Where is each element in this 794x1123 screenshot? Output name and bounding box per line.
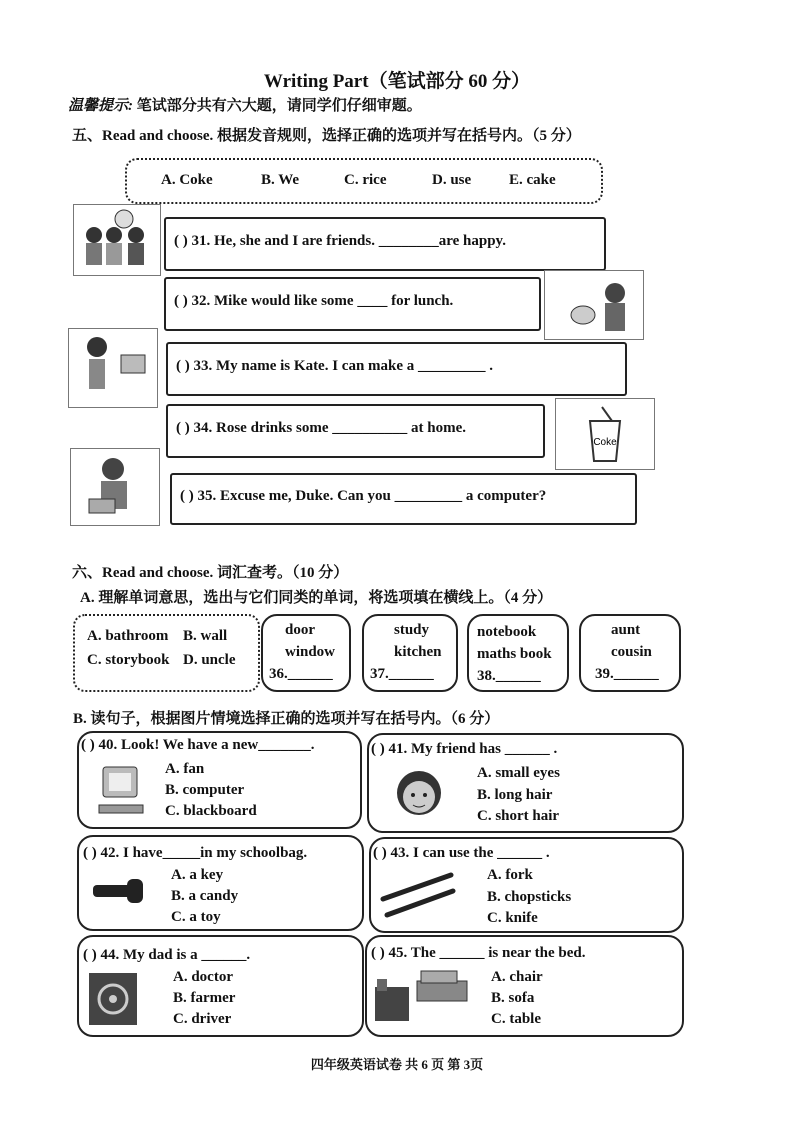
item-45-option-c: C. table [491,1011,541,1027]
rice-and-boy-picture [544,270,644,340]
question-32-box [164,277,541,331]
section6-partA-heading: A. 理解单词意思，选出与它们同类的单词，将选项填在横线上。（4 分） [80,590,553,606]
item-43-option-a: A. fork [487,867,533,883]
partA-option-box [73,614,260,692]
question-31-box [164,217,606,271]
driver-icon [87,971,139,1027]
item-45-option-b: B. sofa [491,990,535,1006]
partA-option-d: D. uncle [183,652,236,668]
item-40-option-b: B. computer [165,782,245,798]
blank-38: 38.______ [477,668,541,684]
item-43-card [369,837,684,933]
item-43-option-b: B. chopsticks [487,889,572,905]
page-footer: 四年级英语试卷 共 6 页 第 3页 [310,1057,484,1072]
item-40-question: ( ) 40. Look! We have a new_______. [81,737,315,753]
item-44-question: ( ) 44. My dad is a ______. [83,947,251,963]
item-42-option-a: A. a key [171,867,224,883]
group-37-word-2: kitchen [394,644,442,660]
tip-line [68,94,422,115]
item-41-question: ( ) 41. My friend has ______ . [371,741,558,757]
group-38-word-1: notebook [477,624,537,640]
item-44-option-a: A. doctor [173,969,233,985]
item-42-option-c: C. a toy [171,909,221,925]
item-43-question: ( ) 43. I can use the ______ . [373,845,550,861]
item-41-option-a: A. small eyes [477,765,560,781]
blank-36: 36.______ [269,666,333,682]
item-40-option-a: A. fan [165,761,205,777]
item-42-question: ( ) 42. I have_____in my schoolbag. [83,845,308,861]
group-36-word-1: door [285,622,315,638]
bedroom-furniture-icon [371,967,475,1029]
item-45-question: ( ) 45. The ______ is near the bed. [371,945,586,961]
partA-option-b: B. wall [183,628,228,644]
item-45-option-a: A. chair [491,969,543,985]
blank-39: 39.______ [595,666,659,682]
section6-partB-heading: B. 读句子，根据图片情境选择正确的选项并写在括号内。（6 分） [73,711,500,727]
item-40-card [77,731,362,829]
item-41-option-b: B. long hair [477,787,553,803]
option-e: E. cake [509,172,556,188]
group-37-word-1: study [394,622,430,638]
option-b: B. We [261,172,300,188]
question-35-box [170,473,637,525]
item-41-card [367,733,684,833]
key-icon [87,873,151,913]
word-group-38 [467,614,569,692]
girl-face-icon [387,765,451,827]
item-40-option-c: C. blackboard [165,803,257,819]
tip-text: 笔试部分共有六大题，请同学们仔细审题。 [136,98,422,114]
item-44-card [77,935,364,1037]
computer-icon [91,763,151,821]
question-34-box [166,404,545,458]
blank-37: 37.______ [370,666,434,682]
option-a: A. Coke [161,172,213,188]
group-38-word-2: maths book [477,646,552,662]
item-42-option-b: B. a candy [171,888,239,904]
group-39-word-2: cousin [611,644,652,660]
page-title: Writing Part（笔试部分 60 分） [263,71,531,92]
item-43-option-c: C. knife [487,910,538,926]
tip-lead: 温馨提示: [68,98,133,114]
item-42-card [77,835,364,931]
chopsticks-icon [377,869,457,923]
section6-heading: 六、Read and choose. 词汇查考。（10 分） [72,565,349,581]
question-35: ( ) 35. Excuse me, Duke. Can you _________ a computer? [180,488,547,504]
word-group-39 [579,614,681,692]
item-44-option-c: C. driver [173,1011,232,1027]
item-45-card [365,935,684,1037]
section5-heading: 五、Read and choose. 根据发音规则，选择正确的选项并写在括号内。（5 分） [72,128,581,144]
item-41-option-c: C. short hair [477,808,560,824]
question-32: ( ) 32. Mike would like some ____ for lunch. [174,293,454,309]
coke-cup-label: Coke [593,437,617,448]
section5-option-box [125,158,603,204]
option-c: C. rice [344,172,387,188]
question-34: ( ) 34. Rose drinks some __________ at home. [176,420,466,436]
man-computer-picture [70,448,160,526]
option-d: D. use [432,172,472,188]
item-44-option-b: B. farmer [173,990,236,1006]
coke-cup-picture [555,398,655,470]
group-39-word-1: aunt [611,622,641,638]
partA-option-a: A. bathroom [87,628,169,644]
partA-option-c: C. storybook [87,652,170,668]
question-33-box [166,342,627,396]
friends-picture [73,204,161,276]
word-group-36 [261,614,351,692]
question-33: ( ) 33. My name is Kate. I can make a _________ . [176,358,494,374]
question-31: ( ) 31. He, she and I are friends. ________are happy. [174,233,506,249]
word-group-37 [362,614,458,692]
girl-cake-picture [68,328,158,408]
group-36-word-2: window [285,644,336,660]
